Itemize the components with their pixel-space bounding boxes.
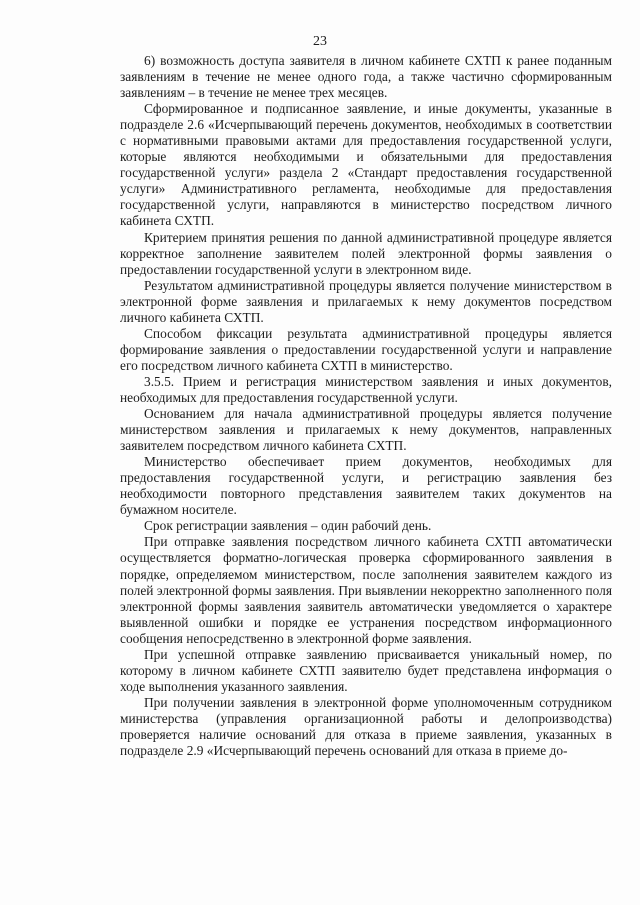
paragraph: Критерием принятия решения по данной административной процедуре является корректное заполнение заявителем полей электронной формы заявления о предоставлении государственной услуги в электронном виде.	[120, 229, 612, 277]
paragraph: Способом фиксации результата административной процедуры является формирование заявления о предоставлении государственной услуги и направление его посредством личного кабинета СХТП в министерство.	[120, 325, 612, 373]
paragraph: При успешной отправке заявлению присваивается уникальный номер, по которому в личном кабинете СХТП заявителю будет представлена информация о ходе выполнения указанного заявления.	[120, 646, 612, 694]
document-body	[120, 53, 612, 759]
paragraph: Сформированное и подписанное заявление, и иные документы, указанные в подразделе 2.6 «Исчерпывающий перечень документов, необходимых в соответствии с нормативными правовыми актами для предоставления государственной услуги, которые являются необходимыми и обязательными для предоставления государственной услуги» раздела 2 «Стандарт предоставления государственной услуги» Административного регламента, необходимые для предоставления государственной услуги, направляются в министерство посредством личного кабинета СХТП.	[120, 101, 612, 229]
paragraph: Основанием для начала административной процедуры является получение министерством заявления и прилагаемых к нему документов, направленных заявителем посредством личного кабинета СХТП.	[120, 406, 612, 454]
page-number: 23	[313, 34, 327, 49]
paragraph: 3.5.5. Прием и регистрация министерством заявления и иных документов, необходимых для предоставления государственной услуги.	[120, 373, 612, 405]
paragraph: Министерство обеспечивает прием документов, необходимых для предоставления государственной услуги, и регистрацию заявления без необходимости повторного представления заявителем таких документов на бумажном носителе.	[120, 454, 612, 518]
paragraph: Срок регистрации заявления – один рабочий день.	[144, 518, 432, 534]
paragraph: 6) возможность доступа заявителя в личном кабинете СХТП к ранее поданным заявлениям в течение не менее одного года, а также частично сформированным заявлениям – в течение не менее трех месяцев.	[120, 53, 612, 101]
paragraph: При получении заявления в электронной форме уполномоченным сотрудником министерства (управления организационной работы и делопроизводства) проверяется наличие оснований для отказа в приеме заявления, указанных в подразделе 2.9 «Исчерпывающий перечень оснований для отказа в приеме до-	[120, 694, 612, 759]
paragraph: При отправке заявления посредством личного кабинета СХТП автоматически осуществляется форматно-логическая проверка сформированного заявления в порядке, определяемом министерством, после заполнения заявителем каждого из полей электронной формы заявления. При выявлении некорректно заполненного поля электронной формы заявления заявитель автоматически уведомляется о характере выявленной ошибки и порядке ее устранения посредством информационного сообщения непосредственно в электронной форме заявления.	[120, 534, 612, 646]
paragraph: Результатом административной процедуры является получение министерством в электронной форме заявления и прилагаемых к нему документов посредством личного кабинета СХТП.	[120, 277, 612, 325]
